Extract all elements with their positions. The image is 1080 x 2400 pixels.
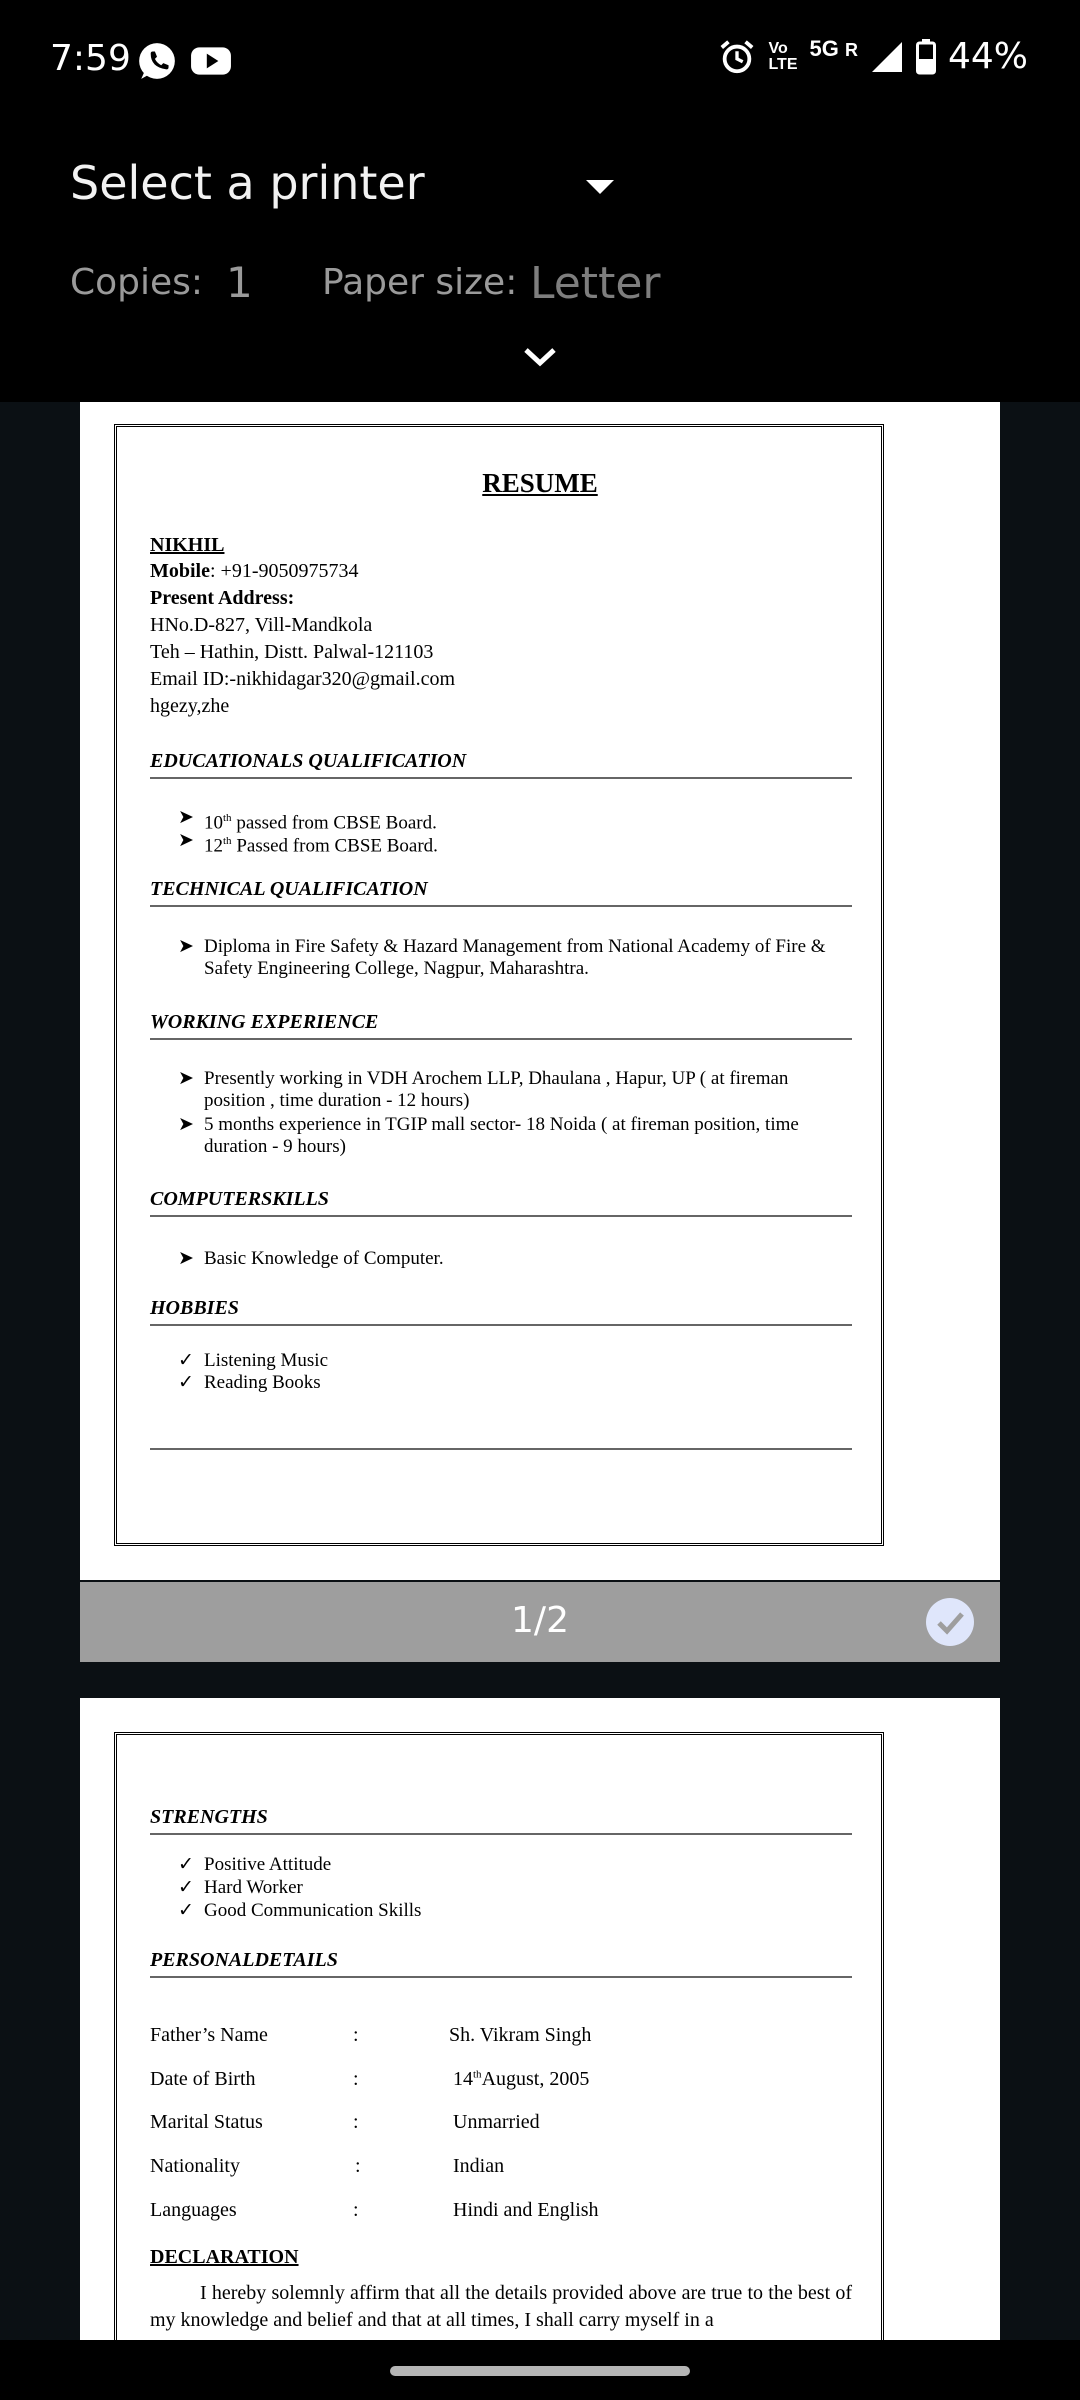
dob-value	[453, 2068, 589, 2091]
paper-size-value[interactable]: Letter	[530, 258, 661, 309]
colon: :	[355, 2155, 361, 2177]
arrow-bullet-icon: ➤	[178, 807, 194, 828]
status-bar	[0, 0, 1080, 126]
footer-divider	[150, 1448, 852, 1450]
arrow-bullet-icon: ➤	[178, 1248, 194, 1269]
strength-text-3: Good Communication Skills	[204, 1900, 422, 1921]
check-bullet-icon: ✓	[178, 1877, 194, 1898]
print-preview-area[interactable]	[0, 402, 1080, 2340]
strength-item	[178, 1854, 838, 1876]
colon: :	[353, 2068, 359, 2090]
skill-text: Basic Knowledge of Computer.	[204, 1248, 444, 1269]
page-number: 1/2	[511, 1600, 569, 1641]
address-line-2: Teh – Hathin, Distt. Palwal-121103	[150, 641, 434, 663]
signal-icon	[870, 40, 904, 74]
father-label: Father’s Name	[150, 2024, 268, 2046]
email-line: Email ID:-nikhidagar320@gmail.com	[150, 668, 456, 690]
skill-item	[178, 1248, 838, 1270]
edu-2-num: 12	[204, 835, 223, 857]
arrow-bullet-icon: ➤	[178, 1068, 194, 1089]
languages-label: Languages	[150, 2199, 237, 2221]
copies-label: Copies:	[70, 262, 204, 303]
address-label: Present Address:	[150, 587, 295, 609]
home-gesture-handle[interactable]	[390, 2366, 690, 2376]
check-bullet-icon: ✓	[178, 1900, 194, 1921]
volte-bottom: LTE	[768, 55, 798, 73]
edu-1-text: passed from CBSE Board.	[231, 812, 437, 834]
dob-label: Date of Birth	[150, 2068, 256, 2090]
section-strengths: STRENGTHS	[150, 1806, 852, 1835]
arrow-bullet-icon: ➤	[178, 1114, 194, 1135]
dob-num: 14	[453, 2068, 473, 2090]
mobile-label: Mobile	[150, 560, 210, 582]
check-bullet-icon: ✓	[178, 1372, 194, 1393]
section-hobbies: HOBBIES	[150, 1297, 852, 1326]
technical-text: Diploma in Fire Safety & Hazard Management from National Academy of Fire & Safety Engineering College, Nagpur, Maharashtra.	[204, 936, 826, 979]
address-line-1: HNo.D-827, Vill-Mandkola	[150, 614, 373, 636]
section-experience: WORKING EXPERIENCE	[150, 1011, 852, 1040]
colon: :	[353, 2199, 359, 2221]
youtube-icon	[190, 40, 232, 82]
volte-top: Vo	[768, 39, 788, 57]
declaration-text: I hereby solemnly affirm that all the details provided above are true to the best of my knowledge and belief and that at all times, I shall carry myself in a	[150, 2282, 852, 2331]
father-value: Sh. Vikram Singh	[449, 2024, 592, 2046]
alarm-icon	[718, 38, 756, 76]
section-technical: TECHNICAL QUALIFICATION	[150, 878, 852, 907]
battery-icon	[916, 39, 936, 75]
resume-title: RESUME	[482, 468, 598, 498]
network-type	[810, 36, 858, 62]
mobile-value: : +91-9050975734	[210, 560, 359, 582]
arrow-bullet-icon: ➤	[178, 936, 194, 957]
marital-label: Marital Status	[150, 2111, 263, 2133]
languages-value: Hindi and English	[453, 2199, 599, 2221]
printer-select[interactable]: Select a printer	[70, 156, 425, 210]
strength-item	[178, 1900, 838, 1922]
section-personal-details: PERSONALDETAILS	[150, 1949, 852, 1978]
chevron-down-icon[interactable]	[518, 342, 562, 372]
technical-item	[178, 936, 838, 980]
declaration-heading: DECLARATION	[150, 2246, 299, 2268]
volte-icon	[768, 41, 797, 73]
extra-line: hgezy,zhe	[150, 695, 230, 717]
edu-1-sup: th	[223, 812, 232, 824]
hobby-item	[178, 1350, 838, 1372]
check-icon	[926, 1598, 974, 1646]
hobby-text-2: Reading Books	[204, 1372, 321, 1393]
status-time: 7:59	[50, 38, 131, 79]
network-label: 5G	[809, 35, 839, 61]
edu-1-num: 10	[204, 812, 223, 834]
hobby-text-1: Listening Music	[204, 1350, 329, 1371]
section-computer-skills: COMPUTERSKILLS	[150, 1188, 852, 1217]
battery-percent: 44%	[947, 36, 1028, 77]
experience-text-2: 5 months experience in TGIP mall sector- 18 Noida ( at fireman position, time duration - 9 hours)	[204, 1114, 799, 1157]
experience-text-1: Presently working in VDH Arochem LLP, Dhaulana , Hapur, UP ( at fireman position , time duration - 12 hours)	[204, 1068, 789, 1111]
nationality-label: Nationality	[150, 2155, 240, 2177]
dob-sup: th	[473, 2068, 482, 2081]
colon: :	[353, 2111, 359, 2133]
arrow-bullet-icon: ➤	[178, 830, 194, 851]
preview-page-2[interactable]	[80, 1698, 1000, 2340]
edu-2-sup: th	[223, 835, 232, 847]
experience-item	[178, 1114, 838, 1158]
page-selected-checkbox[interactable]	[926, 1598, 974, 1646]
print-options-header	[0, 126, 1080, 402]
roaming-label: R	[844, 39, 858, 60]
edu-2-text: Passed from CBSE Board.	[231, 835, 438, 857]
paper-size-label: Paper size:	[322, 262, 518, 303]
experience-item	[178, 1068, 838, 1112]
status-right-group	[718, 36, 1028, 77]
check-bullet-icon: ✓	[178, 1350, 194, 1371]
page-indicator-bar[interactable]	[80, 1582, 1000, 1662]
whatsapp-icon	[136, 40, 178, 82]
nationality-value: Indian	[453, 2155, 505, 2177]
mobile-line	[150, 560, 359, 583]
navigation-bar	[0, 2340, 1080, 2400]
preview-page-1[interactable]	[80, 402, 1000, 1580]
dropdown-caret-icon[interactable]	[586, 180, 614, 194]
dob-rest: August, 2005	[481, 2068, 590, 2090]
marital-value: Unmarried	[453, 2111, 540, 2133]
strength-text-1: Positive Attitude	[204, 1854, 332, 1875]
strength-item	[178, 1877, 838, 1899]
candidate-name: NIKHIL	[150, 534, 225, 556]
colon: :	[353, 2024, 359, 2046]
section-education: EDUCATIONALS QUALIFICATION	[150, 750, 852, 779]
education-item	[178, 830, 838, 857]
strength-text-2: Hard Worker	[204, 1877, 303, 1898]
check-bullet-icon: ✓	[178, 1854, 194, 1875]
hobby-item	[178, 1372, 838, 1394]
copies-value[interactable]: 1	[226, 258, 253, 307]
